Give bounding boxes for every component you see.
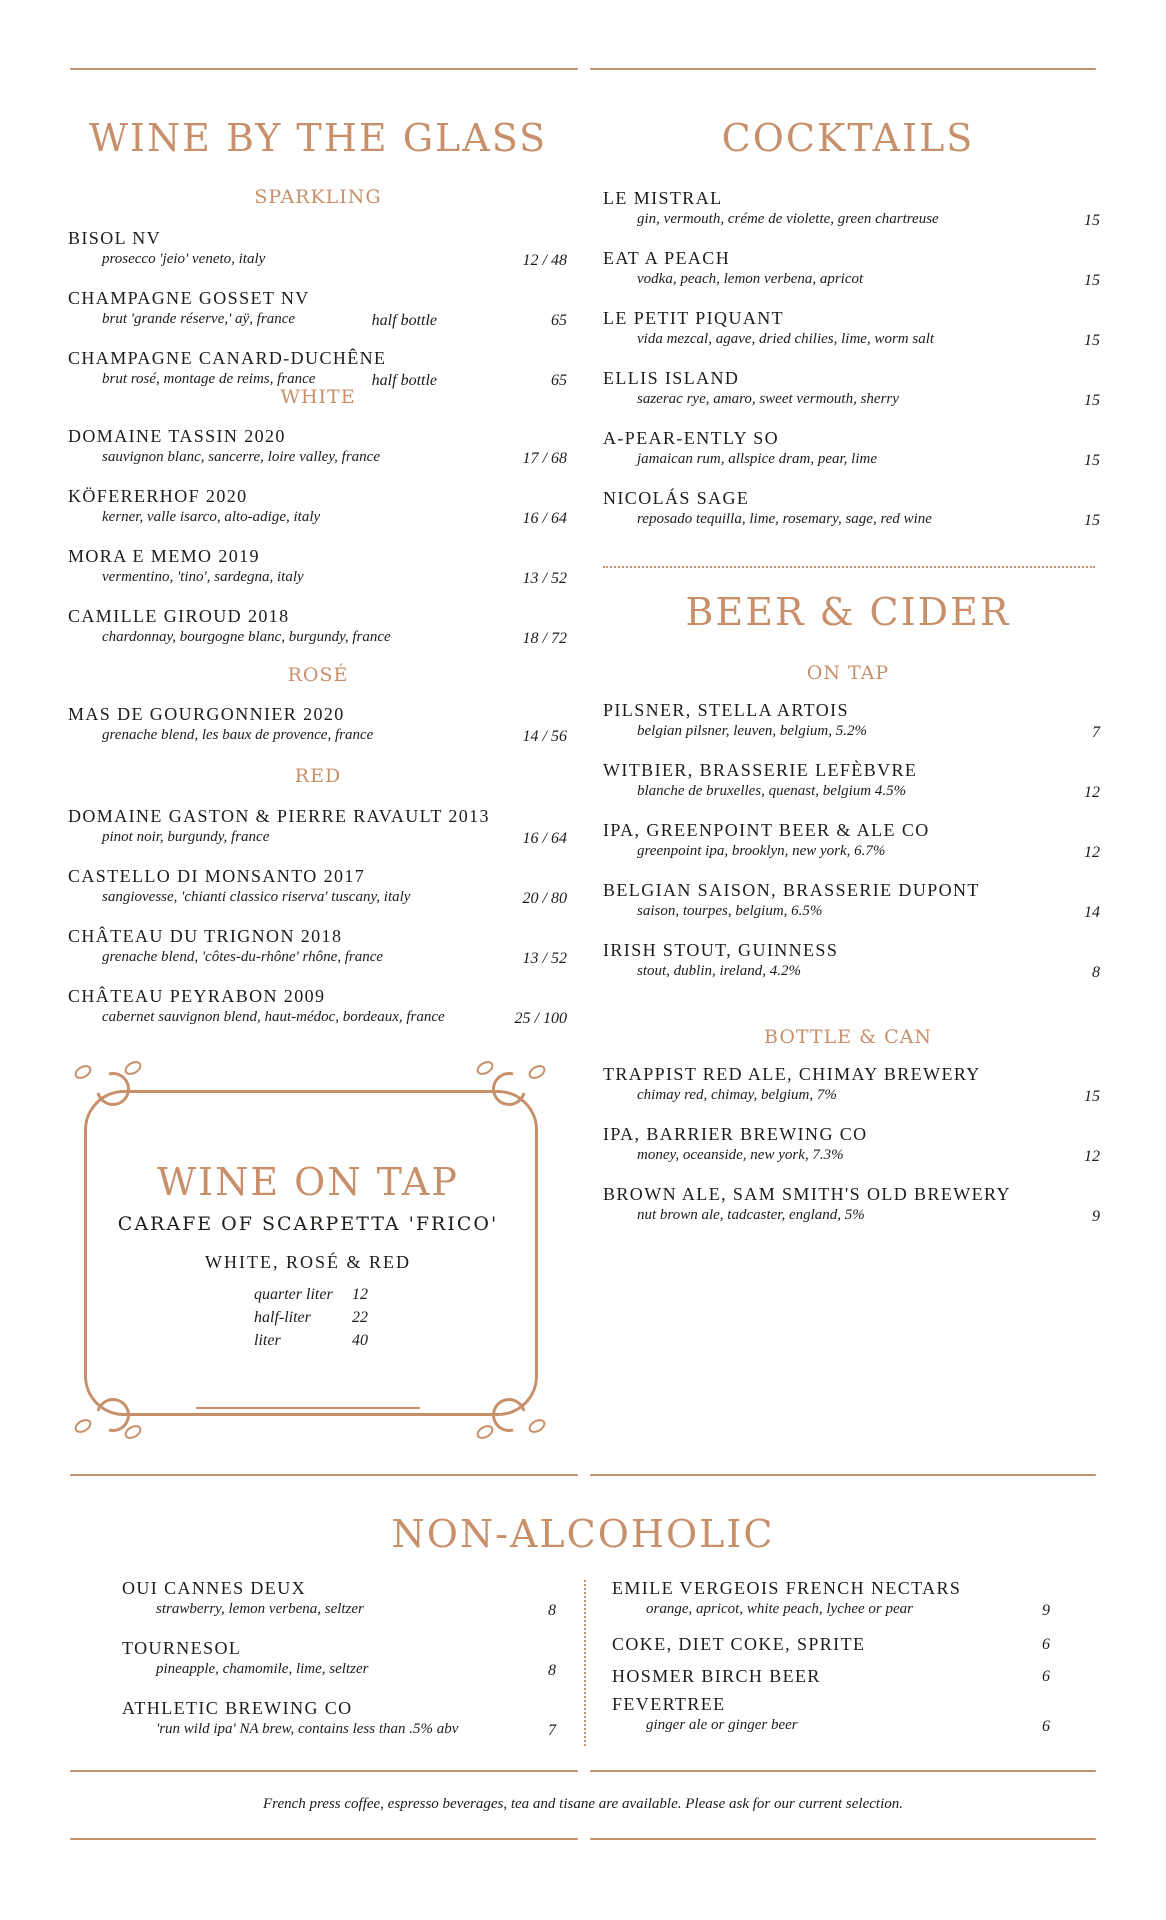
menu-item: [122, 1698, 458, 1738]
item-name: HOSMER BIRCH BEER: [612, 1666, 821, 1686]
item-description: pinot noir, burgundy, france: [102, 829, 270, 845]
on-tap-subheading: ON TAP: [806, 662, 890, 684]
mid-rule-left: [70, 1474, 578, 1476]
item-description: brut 'grande réserve,' aÿ, france: [102, 311, 296, 327]
menu-item: [612, 1694, 798, 1734]
lower-rule-right: [590, 1770, 1096, 1772]
sparkling-subheading: SPARKLING: [254, 186, 382, 208]
item-name: LE PETIT PIQUANT: [603, 308, 785, 328]
wine-on-tap-title: WINE ON TAP: [157, 1160, 459, 1204]
item-price: 65: [551, 312, 567, 329]
item-price: 15: [1084, 1088, 1100, 1105]
item-price: 15: [1084, 212, 1100, 229]
item-name: A-PEAR-ENTLY SO: [603, 428, 780, 448]
leaf-icon: [474, 1422, 496, 1441]
item-name: CASTELLO DI MONSANTO 2017: [68, 866, 366, 886]
white-subheading: WHITE: [280, 386, 356, 408]
item-name: MORA E MEMO 2019: [68, 546, 260, 566]
item-description: sauvignon blanc, sancerre, loire valley, france: [102, 449, 380, 465]
menu-item: [603, 820, 930, 860]
item-price: 65: [551, 372, 567, 389]
menu-item: [603, 1064, 981, 1104]
menu-item: [68, 806, 490, 846]
menu-item: [68, 926, 383, 966]
menu-item: [603, 308, 934, 348]
item-price: 7: [548, 1722, 556, 1739]
item-price: 16 / 64: [522, 830, 567, 847]
frame-top-line: [196, 1091, 420, 1093]
item-name: BELGIAN SAISON, BRASSERIE DUPONT: [603, 880, 980, 900]
item-name: COKE, DIET COKE, SPRITE: [612, 1634, 866, 1654]
item-price: 12: [1084, 784, 1100, 801]
beer-cider-title: BEER & CIDER: [685, 590, 1011, 634]
item-description: blanche de bruxelles, quenast, belgium 4.5%: [637, 783, 907, 799]
item-name: MAS DE GOURGONNIER 2020: [68, 704, 345, 724]
menu-item: [68, 486, 320, 526]
item-name: LE MISTRAL: [603, 188, 723, 208]
item-name: DOMAINE GASTON & PIERRE RAVAULT 2013: [68, 806, 490, 826]
item-price: 15: [1084, 272, 1100, 289]
menu-item: [603, 188, 939, 228]
item-description: vida mezcal, agave, dried chilies, lime, worm salt: [637, 331, 935, 347]
top-rule-right: [590, 68, 1096, 70]
item-description: chardonnay, bourgogne blanc, burgundy, france: [102, 629, 391, 645]
item-description: stout, dublin, ireland, 4.2%: [637, 963, 802, 979]
menu-item: [612, 1634, 865, 1655]
item-description: vodka, peach, lemon verbena, apricot: [637, 271, 864, 287]
leaf-icon: [72, 1062, 94, 1081]
item-name: CAMILLE GIROUD 2018: [68, 606, 290, 626]
item-price: 7: [1092, 724, 1100, 741]
item-description: prosecco 'jeio' veneto, italy: [102, 251, 266, 267]
item-price: 15: [1084, 392, 1100, 409]
item-description: vermentino, 'tino', sardegna, italy: [102, 569, 304, 585]
item-description: greenpoint ipa, brooklyn, new york, 6.7%: [637, 843, 886, 859]
item-name: IRISH STOUT, GUINNESS: [603, 940, 839, 960]
leaf-icon: [122, 1058, 144, 1077]
item-description: cabernet sauvignon blend, haut-médoc, bordeaux, france: [102, 1009, 445, 1025]
item-price: 12: [1084, 844, 1100, 861]
item-price: 6: [1042, 1636, 1050, 1653]
item-name: EMILE VERGEOIS FRENCH NECTARS: [612, 1578, 962, 1598]
item-price: 20 / 80: [522, 890, 567, 907]
item-price: 13 / 52: [522, 570, 567, 587]
tap-size-price: 22: [352, 1309, 368, 1326]
item-price: 16 / 64: [522, 510, 567, 527]
item-price: 15: [1084, 452, 1100, 469]
item-description: pineapple, chamomile, lime, seltzer: [156, 1661, 369, 1677]
menu-item: [603, 880, 980, 920]
item-price: 14 / 56: [522, 728, 567, 745]
menu-item: [122, 1578, 364, 1618]
item-name: WITBIER, BRASSERIE LEFÈBVRE: [603, 760, 918, 780]
menu-item: [68, 288, 310, 328]
item-description: reposado tequilla, lime, rosemary, sage, red wine: [637, 511, 932, 527]
menu-item: [68, 546, 304, 586]
item-name: CHÂTEAU PEYRABON 2009: [68, 986, 326, 1006]
item-name: BISOL NV: [68, 228, 162, 248]
bottom-rule-right: [590, 1838, 1096, 1840]
item-price: 8: [548, 1602, 556, 1619]
item-description: jamaican rum, allspice dram, pear, lime: [637, 451, 877, 467]
rose-subheading: ROSÉ: [287, 664, 349, 686]
bottom-rule-left: [70, 1838, 578, 1840]
item-name: DOMAINE TASSIN 2020: [68, 426, 286, 446]
tap-size-price: 40: [352, 1332, 368, 1349]
bottle-can-subheading: BOTTLE & CAN: [764, 1026, 932, 1048]
menu-item: [603, 700, 867, 740]
menu-item: [603, 428, 877, 468]
item-description: orange, apricot, white peach, lychee or pear: [646, 1601, 914, 1617]
item-name: ATHLETIC BREWING CO: [122, 1698, 353, 1718]
leaf-icon: [526, 1416, 548, 1435]
item-name: IPA, BARRIER BREWING CO: [603, 1124, 868, 1144]
menu-item: [68, 228, 265, 268]
non-alcoholic-divider: [584, 1580, 586, 1746]
item-name: IPA, GREENPOINT BEER & ALE CO: [603, 820, 930, 840]
menu-item: [68, 426, 380, 466]
menu-item: [122, 1638, 368, 1678]
menu-item: [603, 1184, 1011, 1224]
non-alcoholic-title: NON-ALCOHOLIC: [391, 1512, 775, 1556]
tap-size-label: half-liter: [254, 1309, 311, 1326]
item-name: BROWN ALE, SAM SMITH'S OLD BREWERY: [603, 1184, 1011, 1204]
item-price: 9: [1092, 1208, 1100, 1225]
item-name: KÖFERERHOF 2020: [68, 486, 248, 506]
item-name: CHAMPAGNE GOSSET NV: [68, 288, 310, 308]
wine-on-tap-colors: WHITE, ROSÉ & RED: [205, 1252, 411, 1272]
item-description: nut brown ale, tadcaster, england, 5%: [637, 1207, 865, 1223]
leaf-icon: [526, 1062, 548, 1081]
item-price: 8: [548, 1662, 556, 1679]
item-description: sazerac rye, amaro, sweet vermouth, sherry: [637, 391, 899, 407]
item-price: 9: [1042, 1602, 1050, 1619]
top-rule-left: [70, 68, 578, 70]
footer-note: French press coffee, espresso beverages, tea and tisane are available. Please ask for our current selection.: [263, 1796, 903, 1812]
item-description: 'run wild ipa' NA brew, contains less than .5% abv: [156, 1721, 459, 1737]
item-description: ginger ale or ginger beer: [646, 1717, 798, 1733]
item-note: half bottle: [371, 372, 437, 389]
cocktails-title: COCKTAILS: [721, 116, 975, 160]
item-description: gin, vermouth, créme de violette, green chartreuse: [637, 211, 939, 227]
menu-item: [603, 1124, 868, 1164]
wine-by-glass-title: WINE BY THE GLASS: [88, 116, 548, 160]
menu-item: [612, 1578, 961, 1618]
menu-item: [68, 606, 391, 646]
item-price: 15: [1084, 512, 1100, 529]
item-name: TRAPPIST RED ALE, CHIMAY BREWERY: [603, 1064, 981, 1084]
item-price: 8: [1092, 964, 1100, 981]
item-price: 13 / 52: [522, 950, 567, 967]
tap-size-label: quarter liter: [254, 1286, 333, 1303]
tap-size-label: liter: [254, 1332, 281, 1349]
item-description: grenache blend, les baux de provence, france: [102, 727, 374, 743]
mid-rule-right: [590, 1474, 1096, 1476]
item-description: money, oceanside, new york, 7.3%: [637, 1147, 844, 1163]
lower-rule-left: [70, 1770, 578, 1772]
item-name: CHÂTEAU DU TRIGNON 2018: [68, 926, 343, 946]
item-price: 17 / 68: [522, 450, 567, 467]
menu-item: [603, 368, 899, 408]
item-name: ELLIS ISLAND: [603, 368, 740, 388]
item-description: strawberry, lemon verbena, seltzer: [156, 1601, 364, 1617]
menu-item: [612, 1666, 821, 1687]
leaf-icon: [72, 1416, 94, 1435]
cocktails-divider: [603, 566, 1095, 568]
item-description: brut rosé, montage de reims, france: [102, 371, 316, 387]
red-subheading: RED: [294, 765, 342, 787]
item-description: chimay red, chimay, belgium, 7%: [637, 1087, 837, 1103]
item-price: 6: [1042, 1718, 1050, 1735]
menu-item: [68, 704, 373, 744]
item-name: NICOLÁS SAGE: [603, 488, 750, 508]
menu-item: [603, 760, 917, 800]
item-description: saison, tourpes, belgium, 6.5%: [637, 903, 823, 919]
menu-item: [603, 488, 932, 528]
tap-size-price: 12: [352, 1286, 368, 1303]
item-description: sangiovesse, 'chianti classico riserva' tuscany, italy: [102, 889, 411, 905]
item-price: 6: [1042, 1668, 1050, 1685]
item-price: 15: [1084, 332, 1100, 349]
item-name: EAT A PEACH: [603, 248, 731, 268]
item-price: 18 / 72: [522, 630, 567, 647]
menu-item: [68, 866, 410, 906]
item-price: 14: [1084, 904, 1100, 921]
item-name: TOURNESOL: [122, 1638, 242, 1658]
menu-item: [603, 940, 838, 980]
menu-item: [603, 248, 863, 288]
leaf-icon: [474, 1058, 496, 1077]
item-name: PILSNER, STELLA ARTOIS: [603, 700, 849, 720]
frame-bottom-line: [196, 1407, 420, 1409]
item-price: 25 / 100: [514, 1010, 567, 1027]
item-price: 12: [1084, 1148, 1100, 1165]
item-name: OUI CANNES DEUX: [122, 1578, 306, 1598]
item-description: grenache blend, 'côtes-du-rhône' rhône, france: [102, 949, 384, 965]
item-description: kerner, valle isarco, alto-adige, italy: [102, 509, 321, 525]
menu-item: [68, 986, 445, 1026]
item-note: half bottle: [371, 312, 437, 329]
item-price: 12 / 48: [522, 252, 567, 269]
item-name: CHAMPAGNE CANARD-DUCHÊNE: [68, 348, 387, 368]
item-description: belgian pilsner, leuven, belgium, 5.2%: [637, 723, 867, 739]
wine-on-tap-subtitle: CARAFE OF SCARPETTA 'FRICO': [117, 1213, 499, 1235]
item-name: FEVERTREE: [612, 1694, 726, 1714]
